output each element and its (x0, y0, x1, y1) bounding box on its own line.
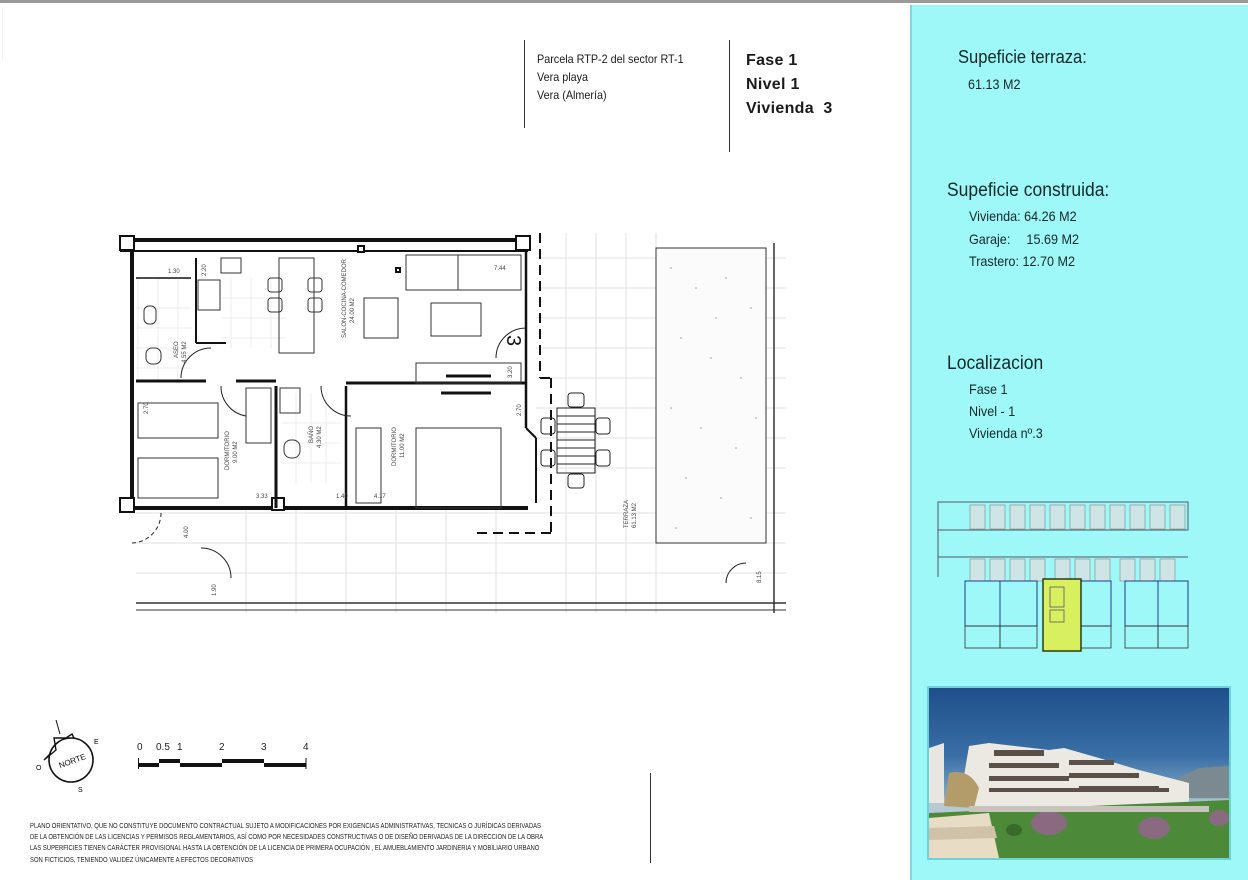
compass-rose (26, 708, 116, 798)
compass-south: S (78, 787, 83, 794)
location-parcela: Parcela RTP-2 del sector RT-1 (537, 52, 684, 66)
scale-tick: 3 (261, 742, 267, 753)
construida-row-trastero (969, 253, 1075, 269)
construida-row-garaje (969, 231, 1079, 247)
doors (131, 328, 746, 583)
exterior-walls (120, 240, 536, 508)
nivel-label: Nivel 1 (746, 76, 800, 93)
dim-label: 1.30 (168, 269, 180, 275)
room-label-aseo: ASEO (174, 341, 180, 358)
disclaimer-line: DE LA OBTENCIÓN DE LAS LICENCIAS Y PERMISOS REGLAMENTARIOS, ASÍ COMO POR NECESIDADES CONSTRUCTIVAS O DE DISEÑO DERIVADAS DE LA DIRECCION DE LA OBRA (30, 832, 544, 842)
header-location (537, 50, 684, 104)
fase-label: Fase 1 (746, 52, 798, 69)
location-area: Vera playa (537, 70, 589, 84)
scale-tick: 2 (219, 742, 225, 753)
terrace-dining-set (541, 393, 610, 488)
floor-plan (96, 218, 786, 618)
scale-tick: 0 (137, 742, 143, 753)
room-label-salon: SALON-COCINA-COMEDOR (342, 258, 348, 338)
construida-title: Supeficie construida: (947, 180, 1110, 201)
dim-label: 1.40 (336, 494, 348, 500)
scale-tick: 1 (177, 742, 183, 753)
localizacion-vivienda: Vivienda nº.3 (969, 425, 1043, 441)
terrace-planter (656, 248, 766, 543)
room-area-terraza: 61.13 M2 (632, 502, 638, 528)
faint-margin-line (2, 6, 3, 61)
top-border (0, 0, 1248, 3)
room-label-terraza: TERRAZA (624, 499, 630, 528)
disclaimer-line: LAS SUPERFICIES TIENEN CARÁCTER PROVISIONAL HASTA LA OBTENCIÓN DE LA LICENCIA DE PRIMERA OCUPACIÓN , EL AMUEBLAMIENTO JARDINERIA Y MOBILIARIO URBANO (30, 843, 540, 853)
scale-tick: 0.5 (156, 742, 170, 753)
header-divider-left (524, 40, 525, 128)
row-label: Vivienda: (969, 208, 1021, 224)
row-value: 64.26 M2 (1024, 208, 1077, 224)
compass-east: E (94, 739, 99, 746)
room-label-bano: BAÑO (309, 425, 315, 443)
footer-divider (650, 773, 651, 863)
row-value: 15.69 M2 (1026, 231, 1079, 247)
key-plan-highlight (1043, 579, 1081, 651)
dim-label: 2.20 (202, 264, 208, 276)
row-label: Trastero: (969, 253, 1019, 269)
disclaimer-line: SON FICTICIOS, TENIENDO VALIDEZ ÚNICAMENTE A EFECTOS DECORATIVOS (30, 854, 254, 864)
key-plan (935, 497, 1207, 657)
room-label-dorm2: DORMITORIO (392, 427, 398, 466)
terraza-value: 61.13 M2 (968, 76, 1021, 92)
dim-label: 4.00 (184, 526, 190, 538)
localizacion-nivel: Nivel - 1 (969, 403, 1016, 419)
location-city: Vera (Almería) (537, 88, 607, 102)
disclaimer-line: PLANO ORIENTATIVO, QUE NO CONSTITUYE DOCUMENTO CONTRACTUAL SUJETO A MODIFICACIONES POR EXIGENCIAS ADMINISTRATIVAS, TECNICAS O JURÍDICAS DERIVADAS (30, 821, 541, 830)
disclaimer-text (30, 820, 544, 865)
room-area-bano: 4.30 M2 (317, 426, 323, 448)
dim-label: 4.17 (374, 494, 386, 500)
terraza-title: Supeficie terraza: (958, 47, 1087, 67)
header-divider-right (729, 40, 730, 152)
dim-label: 2.70 (517, 404, 523, 416)
room-label-dorm1: DORMITORIO (225, 431, 231, 470)
room-area-salon: 24.00 M2 (350, 297, 356, 323)
room-area-dorm1: 9.00 M2 (233, 441, 239, 463)
room-area-dorm2: 11.00 M2 (400, 433, 406, 458)
scale-bar (130, 742, 320, 772)
compass-west: O (36, 765, 42, 772)
dim-label: 1.90 (212, 584, 218, 596)
localizacion-fase: Fase 1 (969, 381, 1008, 397)
dim-label: 3.20 (508, 366, 514, 378)
vivienda-label: Vivienda 3 (746, 100, 833, 117)
compass-north: NORTE (57, 752, 88, 771)
room-area-aseo: 4.55 M2 (182, 341, 188, 363)
row-label: Garaje: (969, 231, 1011, 247)
building-render (927, 686, 1231, 860)
dim-label: 7.44 (494, 266, 506, 272)
dim-label: 3.33 (256, 494, 268, 500)
construida-row-vivienda (969, 208, 1077, 224)
header-unit-info (746, 49, 833, 121)
scale-tick: 4 (303, 742, 309, 753)
unit-number: 3 (502, 335, 524, 347)
dim-label: 8.15 (757, 571, 763, 583)
dim-label: 2.70 (144, 402, 150, 414)
row-value: 12.70 M2 (1022, 253, 1075, 269)
localizacion-title: Localizacion (947, 353, 1044, 374)
